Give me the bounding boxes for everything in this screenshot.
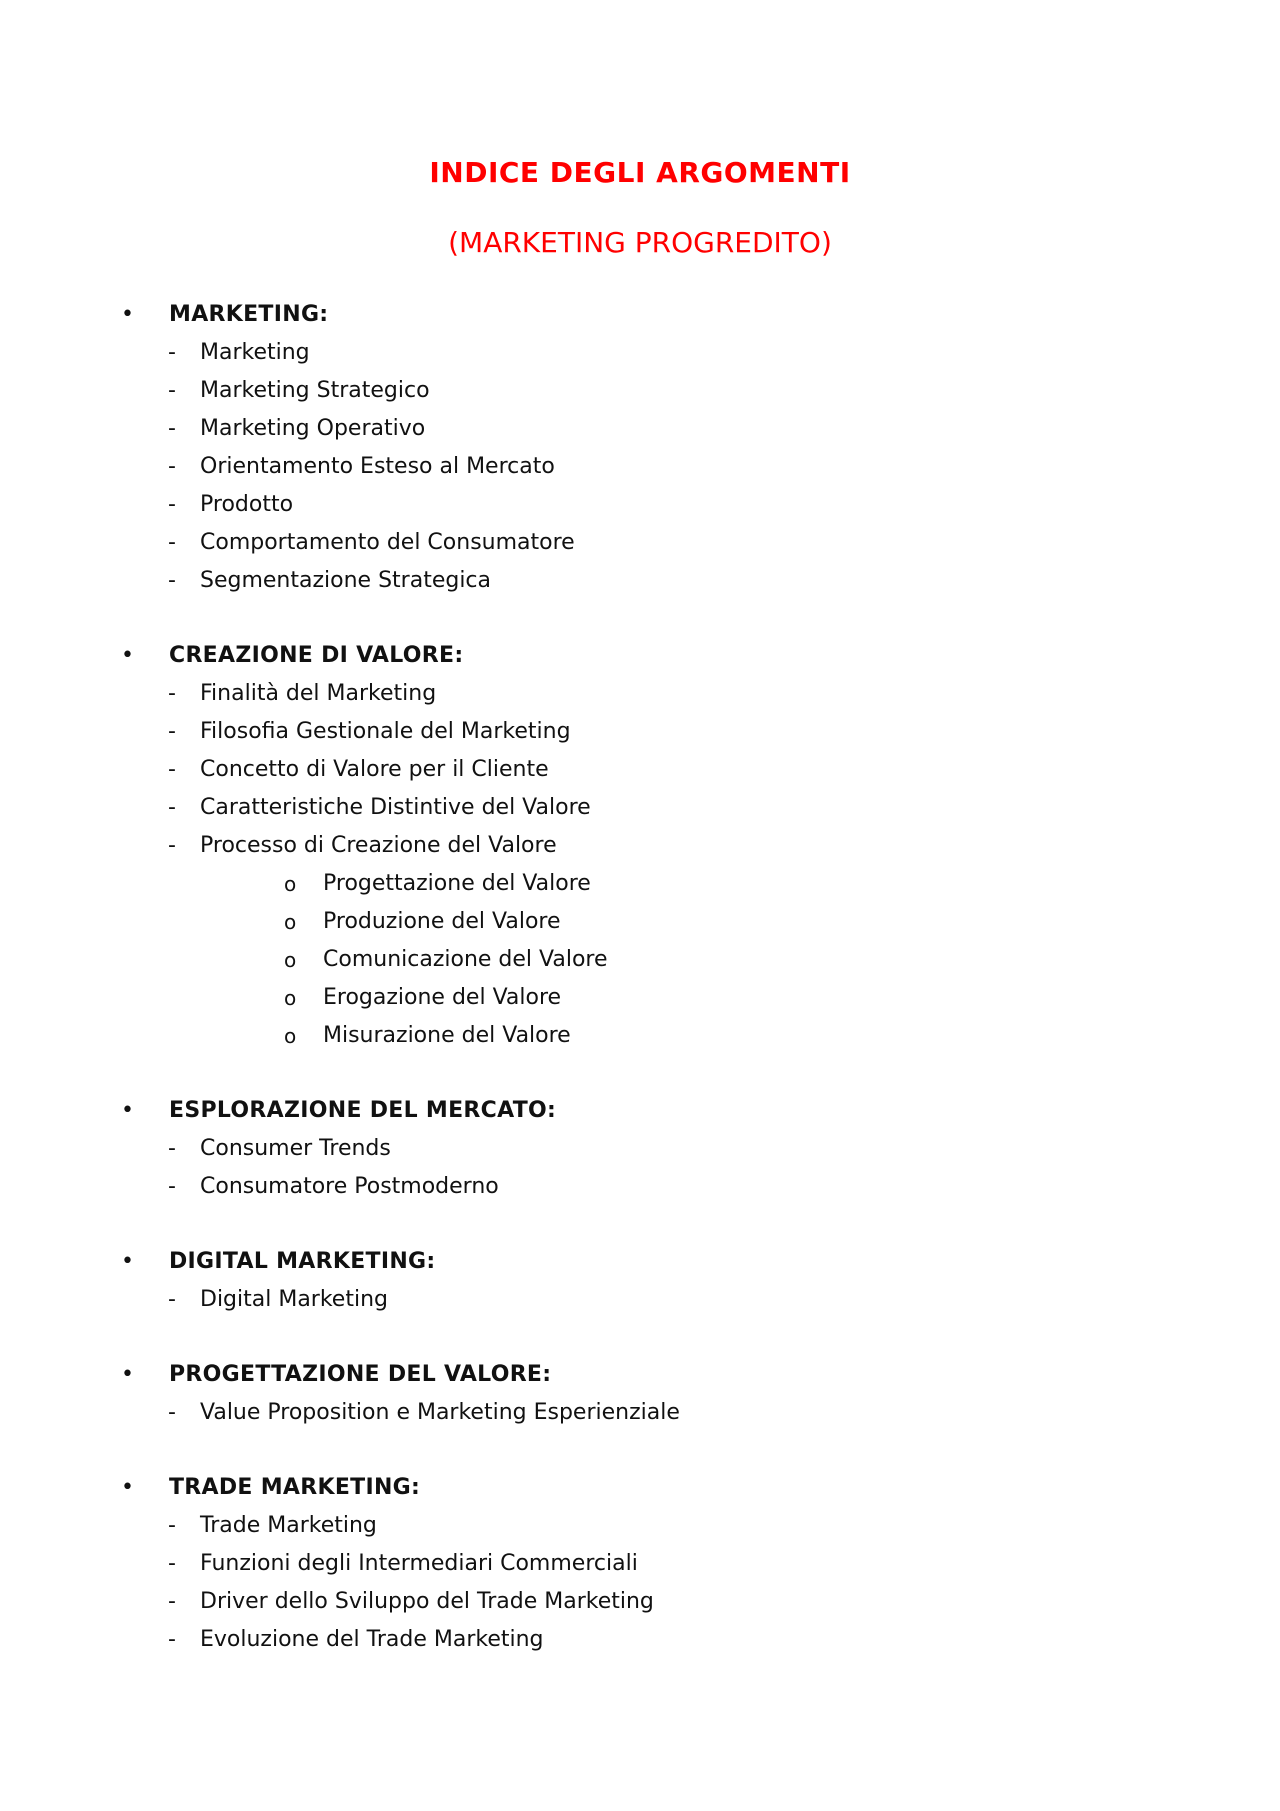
dash-icon: -	[168, 416, 176, 441]
dash-icon: -	[168, 719, 176, 744]
sub-list-item-label: Comunicazione del Valore	[323, 947, 608, 972]
bullet-icon: •	[121, 302, 134, 327]
list-item-label: Comportamento del Consumatore	[200, 530, 575, 555]
bullet-icon: •	[121, 1362, 134, 1387]
dash-icon: -	[168, 1136, 176, 1161]
dash-icon: -	[168, 1400, 176, 1425]
sub-list-item	[0, 979, 1280, 1017]
list-item-label: Value Proposition e Marketing Esperienziale	[200, 1400, 680, 1425]
section-header	[0, 1469, 1280, 1507]
list-item	[0, 562, 1280, 600]
list-item	[0, 372, 1280, 410]
list-item	[0, 1168, 1280, 1206]
circle-bullet-icon: o	[284, 1024, 297, 1048]
bullet-icon: •	[121, 1475, 134, 1500]
list-item	[0, 448, 1280, 486]
toc-section-digital-marketing	[0, 1243, 1280, 1319]
dash-icon: -	[168, 1589, 176, 1614]
list-item	[0, 713, 1280, 751]
bullet-icon: •	[121, 1098, 134, 1123]
dash-icon: -	[168, 1513, 176, 1538]
list-item-label: Digital Marketing	[200, 1287, 388, 1312]
dash-icon: -	[168, 340, 176, 365]
list-item-label: Consumatore Postmoderno	[200, 1174, 499, 1199]
toc-section-trade-marketing	[0, 1469, 1280, 1659]
list-item	[0, 751, 1280, 789]
list-item	[0, 1583, 1280, 1621]
list-item-label: Driver dello Sviluppo del Trade Marketing	[200, 1589, 654, 1614]
section-title: TRADE MARKETING:	[169, 1475, 421, 1500]
sub-list-item-label: Erogazione del Valore	[323, 985, 562, 1010]
toc-section-esplorazione-del-mercato	[0, 1092, 1280, 1206]
list-item	[0, 1545, 1280, 1583]
section-header	[0, 637, 1280, 675]
list-item-label: Consumer Trends	[200, 1136, 391, 1161]
dash-icon: -	[168, 454, 176, 479]
bullet-icon: •	[121, 1249, 134, 1274]
section-header	[0, 1243, 1280, 1281]
list-item	[0, 827, 1280, 865]
list-item-label: Processo di Creazione del Valore	[200, 833, 557, 858]
sub-list-item-label: Produzione del Valore	[323, 909, 561, 934]
bullet-icon: •	[121, 643, 134, 668]
page-subtitle: (MARKETING PROGREDITO)	[448, 226, 832, 259]
list-item-label: Segmentazione Strategica	[200, 568, 492, 593]
list-item	[0, 1281, 1280, 1319]
list-item-label: Funzioni degli Intermediari Commerciali	[200, 1551, 638, 1576]
toc-section-progettazione-del-valore	[0, 1356, 1280, 1432]
circle-bullet-icon: o	[284, 872, 297, 896]
list-item-label: Marketing Operativo	[200, 416, 426, 441]
section-title: PROGETTAZIONE DEL VALORE:	[169, 1362, 552, 1387]
dash-icon: -	[168, 1174, 176, 1199]
dash-icon: -	[168, 757, 176, 782]
sub-list-item	[0, 903, 1280, 941]
list-item	[0, 675, 1280, 713]
dash-icon: -	[168, 1551, 176, 1576]
list-item-label: Orientamento Esteso al Mercato	[200, 454, 555, 479]
dash-icon: -	[168, 833, 176, 858]
list-item-label: Prodotto	[200, 492, 294, 517]
dash-icon: -	[168, 378, 176, 403]
section-header	[0, 296, 1280, 334]
toc-section-creazione-di-valore	[0, 637, 1280, 1055]
list-item-label: Concetto di Valore per il Cliente	[200, 757, 549, 782]
list-item-label: Trade Marketing	[200, 1513, 377, 1538]
section-title: MARKETING:	[169, 302, 329, 327]
list-item	[0, 524, 1280, 562]
list-item	[0, 410, 1280, 448]
dash-icon: -	[168, 492, 176, 517]
section-title: CREAZIONE DI VALORE:	[169, 643, 464, 668]
section-header	[0, 1356, 1280, 1394]
list-item	[0, 334, 1280, 372]
sub-list-item	[0, 865, 1280, 903]
section-header	[0, 1092, 1280, 1130]
dash-icon: -	[168, 1627, 176, 1652]
list-item	[0, 1394, 1280, 1432]
list-item-label: Caratteristiche Distintive del Valore	[200, 795, 591, 820]
circle-bullet-icon: o	[284, 948, 297, 972]
list-item	[0, 1507, 1280, 1545]
circle-bullet-icon: o	[284, 986, 297, 1010]
dash-icon: -	[168, 568, 176, 593]
section-title: DIGITAL MARKETING:	[169, 1249, 436, 1274]
dash-icon: -	[168, 530, 176, 555]
sub-list-item-label: Progettazione del Valore	[323, 871, 591, 896]
list-item-label: Marketing Strategico	[200, 378, 430, 403]
sub-list-item-label: Misurazione del Valore	[323, 1023, 571, 1048]
sub-list-item	[0, 1017, 1280, 1055]
circle-bullet-icon: o	[284, 910, 297, 934]
list-item	[0, 1130, 1280, 1168]
dash-icon: -	[168, 681, 176, 706]
dash-icon: -	[168, 795, 176, 820]
list-item-label: Finalità del Marketing	[200, 681, 437, 706]
list-item	[0, 1621, 1280, 1659]
list-item-label: Evoluzione del Trade Marketing	[200, 1627, 544, 1652]
list-item-label: Filosofia Gestionale del Marketing	[200, 719, 571, 744]
sub-list-item	[0, 941, 1280, 979]
toc-section-marketing	[0, 296, 1280, 600]
dash-icon: -	[168, 1287, 176, 1312]
page-title: INDICE DEGLI ARGOMENTI	[429, 156, 851, 189]
table-of-contents	[0, 296, 1280, 1696]
list-item	[0, 486, 1280, 524]
list-item-label: Marketing	[200, 340, 310, 365]
list-item	[0, 789, 1280, 827]
section-title: ESPLORAZIONE DEL MERCATO:	[169, 1098, 557, 1123]
